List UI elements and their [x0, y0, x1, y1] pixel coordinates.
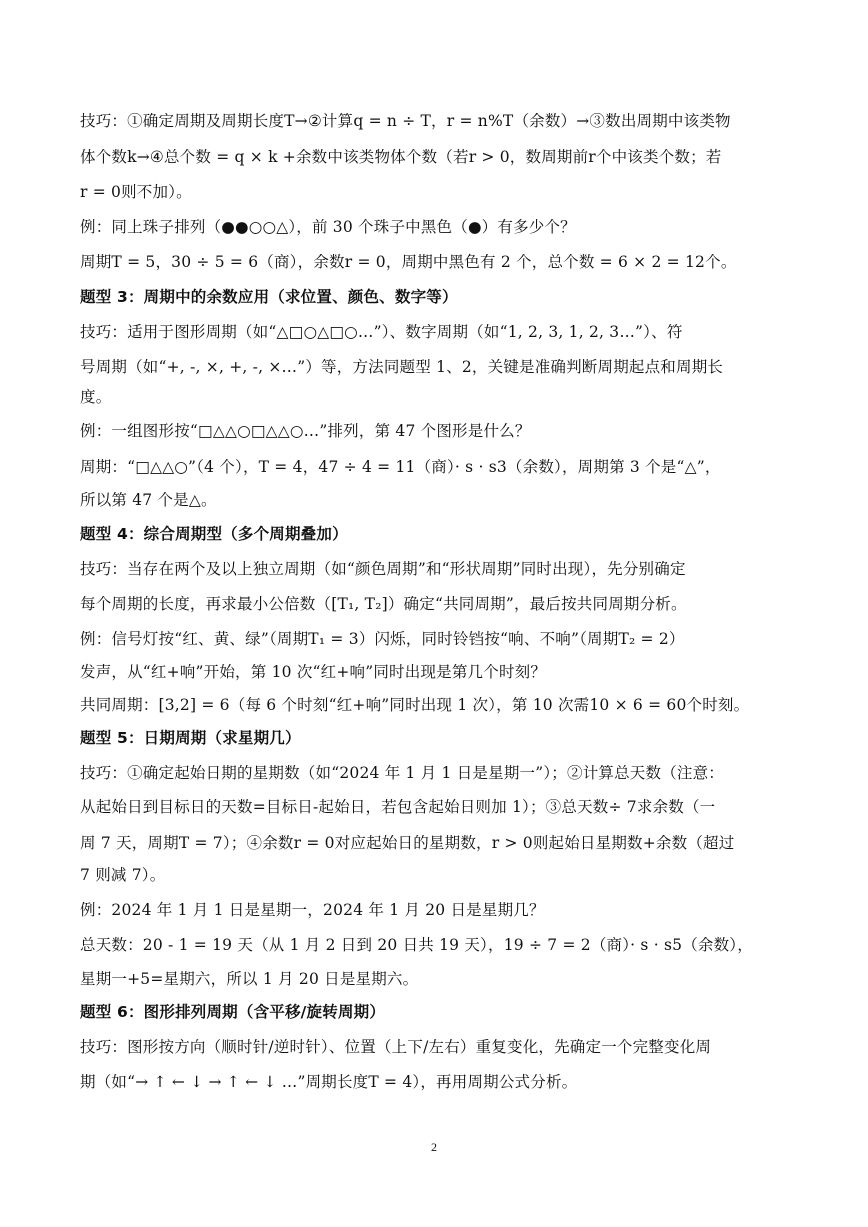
section-heading: 题型 5：日期周期（求星期几）: [80, 729, 301, 747]
text-line: 技巧：当存在两个及以上独立周期（如“颜色周期”和“形状周期”同时出现），先分别确定: [80, 560, 686, 578]
text-line: 周 7 天，周期T = 7）；④余数r = 0对应起始日的星期数，r > 0则起始日星期数+余数（超过: [80, 834, 735, 852]
text-line: 技巧：①确定起始日期的星期数（如“2024 年 1 月 1 日是星期一”）；②计算总天数（注意：: [80, 764, 725, 782]
text-line: 例：一组图形按“□△△○□△△○…”排列，第 47 个图形是什么？: [80, 422, 531, 440]
text-line: 周期：“□△△○”（4 个），T = 4，47 ÷ 4 = 11（商）· s · s3（余数），周期第 3 个是“△”，: [80, 458, 721, 476]
text-line: 发声，从“红+响”开始，第 10 次“红+响”同时出现是第几个时刻？: [80, 663, 547, 681]
text-line: r = 0则不加）。: [80, 183, 192, 201]
text-line: 所以第 47 个是△。: [80, 491, 217, 509]
text-line: 每个周期的长度，再求最小公倍数（[T₁, T₂]）确定“共同周期”，最后按共同周期分析。: [80, 595, 687, 613]
section-heading: 题型 6：图形排列周期（含平移/旋转周期）: [80, 1003, 386, 1021]
text-line: 技巧：图形按方向（顺时针/逆时针）、位置（上下/左右）重复变化，先确定一个完整变化周: [80, 1038, 712, 1056]
text-line: 星期一+5=星期六，所以 1 月 20 日是星期六。: [80, 970, 419, 988]
text-line: 号周期（如“+, -, ×, +, -, ×…”）等，方法同题型 1、2，关键是准确判断周期起点和周期长: [80, 358, 724, 376]
text-line: 共同周期：[3,2] = 6（每 6 个时刻“红+响”同时出现 1 次），第 10 次需10 × 6 = 60个时刻。: [80, 696, 750, 714]
text-line: 从起始日到目标日的天数=目标日-起始日，若包含起始日则加 1）；③总天数÷ 7求余数（一: [80, 798, 716, 816]
text-line: 例：同上珠子排列（●●○○△），前 30 个珠子中黑色（●）有多少个？: [80, 218, 576, 236]
text-line: 度。: [80, 388, 112, 406]
section-heading: 题型 4：综合周期型（多个周期叠加）: [80, 525, 348, 543]
text-line: 期（如“→ ↑ ← ↓ → ↑ ← ↓ …”周期长度T = 4），再用周期公式分析。: [80, 1073, 578, 1091]
text-line: 7 则减 7）。: [80, 866, 166, 884]
page-number: 2: [431, 1140, 437, 1154]
text-line: 技巧：①确定周期及周期长度T→②计算q = n ÷ T，r = n%T（余数）→③数出周期中该类物: [80, 112, 731, 130]
section-heading: 题型 3：周期中的余数应用（求位置、颜色、数字等）: [80, 288, 458, 306]
text-line: 例：信号灯按“红、黄、绿”（周期T₁ = 3）闪烁，同时铃铛按“响、不响”（周期T₂ = 2）: [80, 630, 685, 648]
text-line: 周期T = 5，30 ÷ 5 = 6（商），余数r = 0，周期中黑色有 2 个，总个数 = 6 × 2 = 12个。: [80, 253, 737, 271]
text-line: 技巧：适用于图形周期（如“△□○△□○…”）、数字周期（如“1, 2, 3, 1, 2, 3…”）、符: [80, 323, 683, 341]
text-line: 总天数：20 - 1 = 19 天（从 1 月 2 日到 20 日共 19 天），19 ÷ 7 = 2（商）· s · s5（余数），: [80, 936, 753, 954]
text-line: 体个数k→④总个数 = q × k +余数中该类物体个数（若r > 0，数周期前r个中该类个数；若: [80, 148, 722, 166]
text-line: 例：2024 年 1 月 1 日是星期一，2024 年 1 月 20 日是星期几？: [80, 901, 545, 919]
